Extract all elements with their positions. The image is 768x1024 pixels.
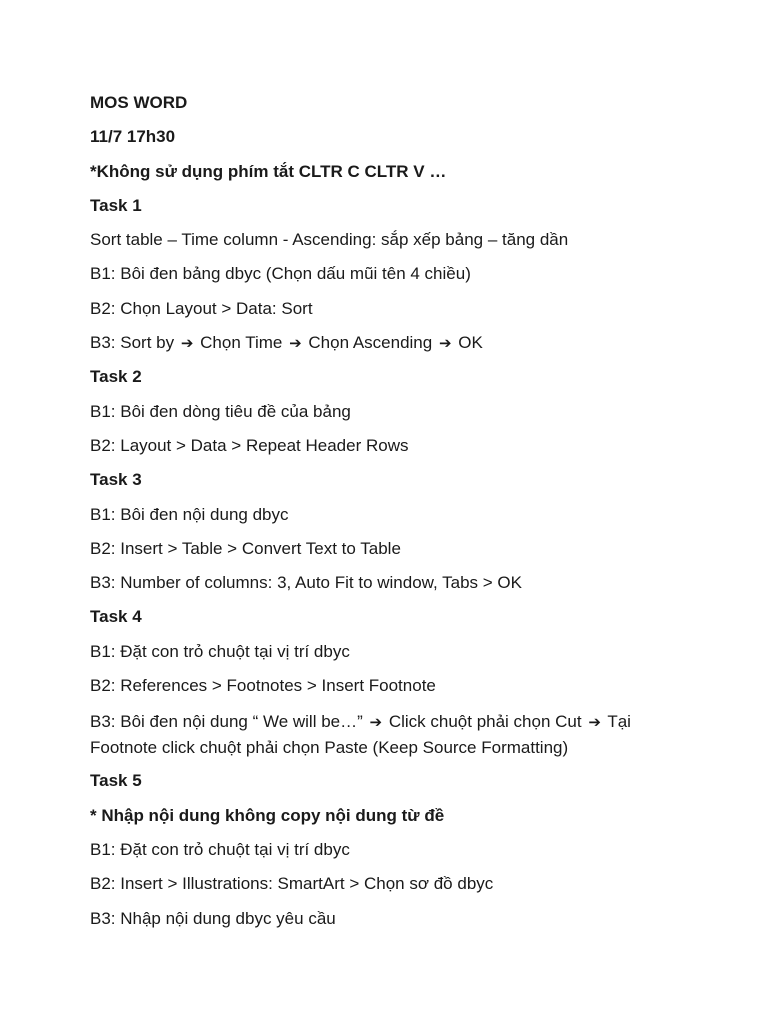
arrow-right-icon: ➔ bbox=[588, 713, 601, 732]
task1-step3-part2: Chọn Time bbox=[200, 333, 283, 353]
task1-step3-part4: OK bbox=[458, 333, 483, 353]
task1-step3-part1: B3: Sort by bbox=[90, 333, 175, 353]
task5-step1: B1: Đặt con trỏ chuột tại vị trí dbyc bbox=[90, 839, 350, 859]
task3-step3: B3: Number of columns: 3, Auto Fit to window, Tabs > OK bbox=[90, 573, 522, 593]
task4-heading: Task 4 bbox=[90, 607, 142, 627]
arrow-right-icon: ➔ bbox=[289, 334, 302, 353]
task4-step3-part2: Click chuột phải chọn Cut bbox=[388, 712, 582, 732]
task2-step2: B2: Layout > Data > Repeat Header Rows bbox=[90, 435, 409, 455]
document-note: *Không sử dụng phím tắt CLTR C CLTR V … bbox=[90, 161, 447, 181]
arrow-right-icon: ➔ bbox=[180, 334, 194, 353]
task2-step1: B1: Bôi đen dòng tiêu đề của bảng bbox=[90, 401, 351, 421]
task3-heading: Task 3 bbox=[90, 470, 142, 490]
arrow-right-icon: ➔ bbox=[438, 334, 452, 353]
task5-step3: B3: Nhập nội dung dbyc yêu cầu bbox=[90, 908, 336, 928]
task1-step3 bbox=[90, 332, 690, 354]
task4-step3-part3: Tại Footnote click chuột phải chọn Paste (Keep Source Formatting) bbox=[90, 712, 631, 758]
task3-step2: B2: Insert > Table > Convert Text to Table bbox=[90, 538, 401, 558]
task2-heading: Task 2 bbox=[90, 367, 142, 387]
task1-heading: Task 1 bbox=[90, 195, 142, 215]
task4-step3-part1: B3: Bôi đen nội dung “ We will be…” bbox=[90, 712, 363, 732]
arrow-right-icon: ➔ bbox=[369, 713, 383, 732]
task1-step2: B2: Chọn Layout > Data: Sort bbox=[90, 298, 313, 318]
document-title: MOS WORD bbox=[90, 93, 188, 112]
task5-heading: Task 5 bbox=[90, 771, 142, 791]
task4-step2: B2: References > Footnotes > Insert Footnote bbox=[90, 676, 436, 696]
task5-step2: B2: Insert > Illustrations: SmartArt > Chọn sơ đồ dbyc bbox=[90, 874, 494, 894]
task4-step3 bbox=[90, 709, 690, 760]
document-datetime: 11/7 17h30 bbox=[90, 127, 176, 147]
task1-intro: Sort table – Time column - Ascending: sắp xếp bảng – tăng dần bbox=[90, 230, 569, 250]
document-page bbox=[90, 92, 690, 942]
task1-step3-part3: Chọn Ascending bbox=[308, 333, 433, 353]
task1-step1: B1: Bôi đen bảng dbyc (Chọn dấu mũi tên 4 chiều) bbox=[90, 264, 471, 284]
task5-note: * Nhập nội dung không copy nội dung từ đề bbox=[90, 805, 445, 825]
task3-step1: B1: Bôi đen nội dung dbyc bbox=[90, 504, 289, 524]
task4-step1: B1: Đặt con trỏ chuột tại vị trí dbyc bbox=[90, 641, 350, 661]
